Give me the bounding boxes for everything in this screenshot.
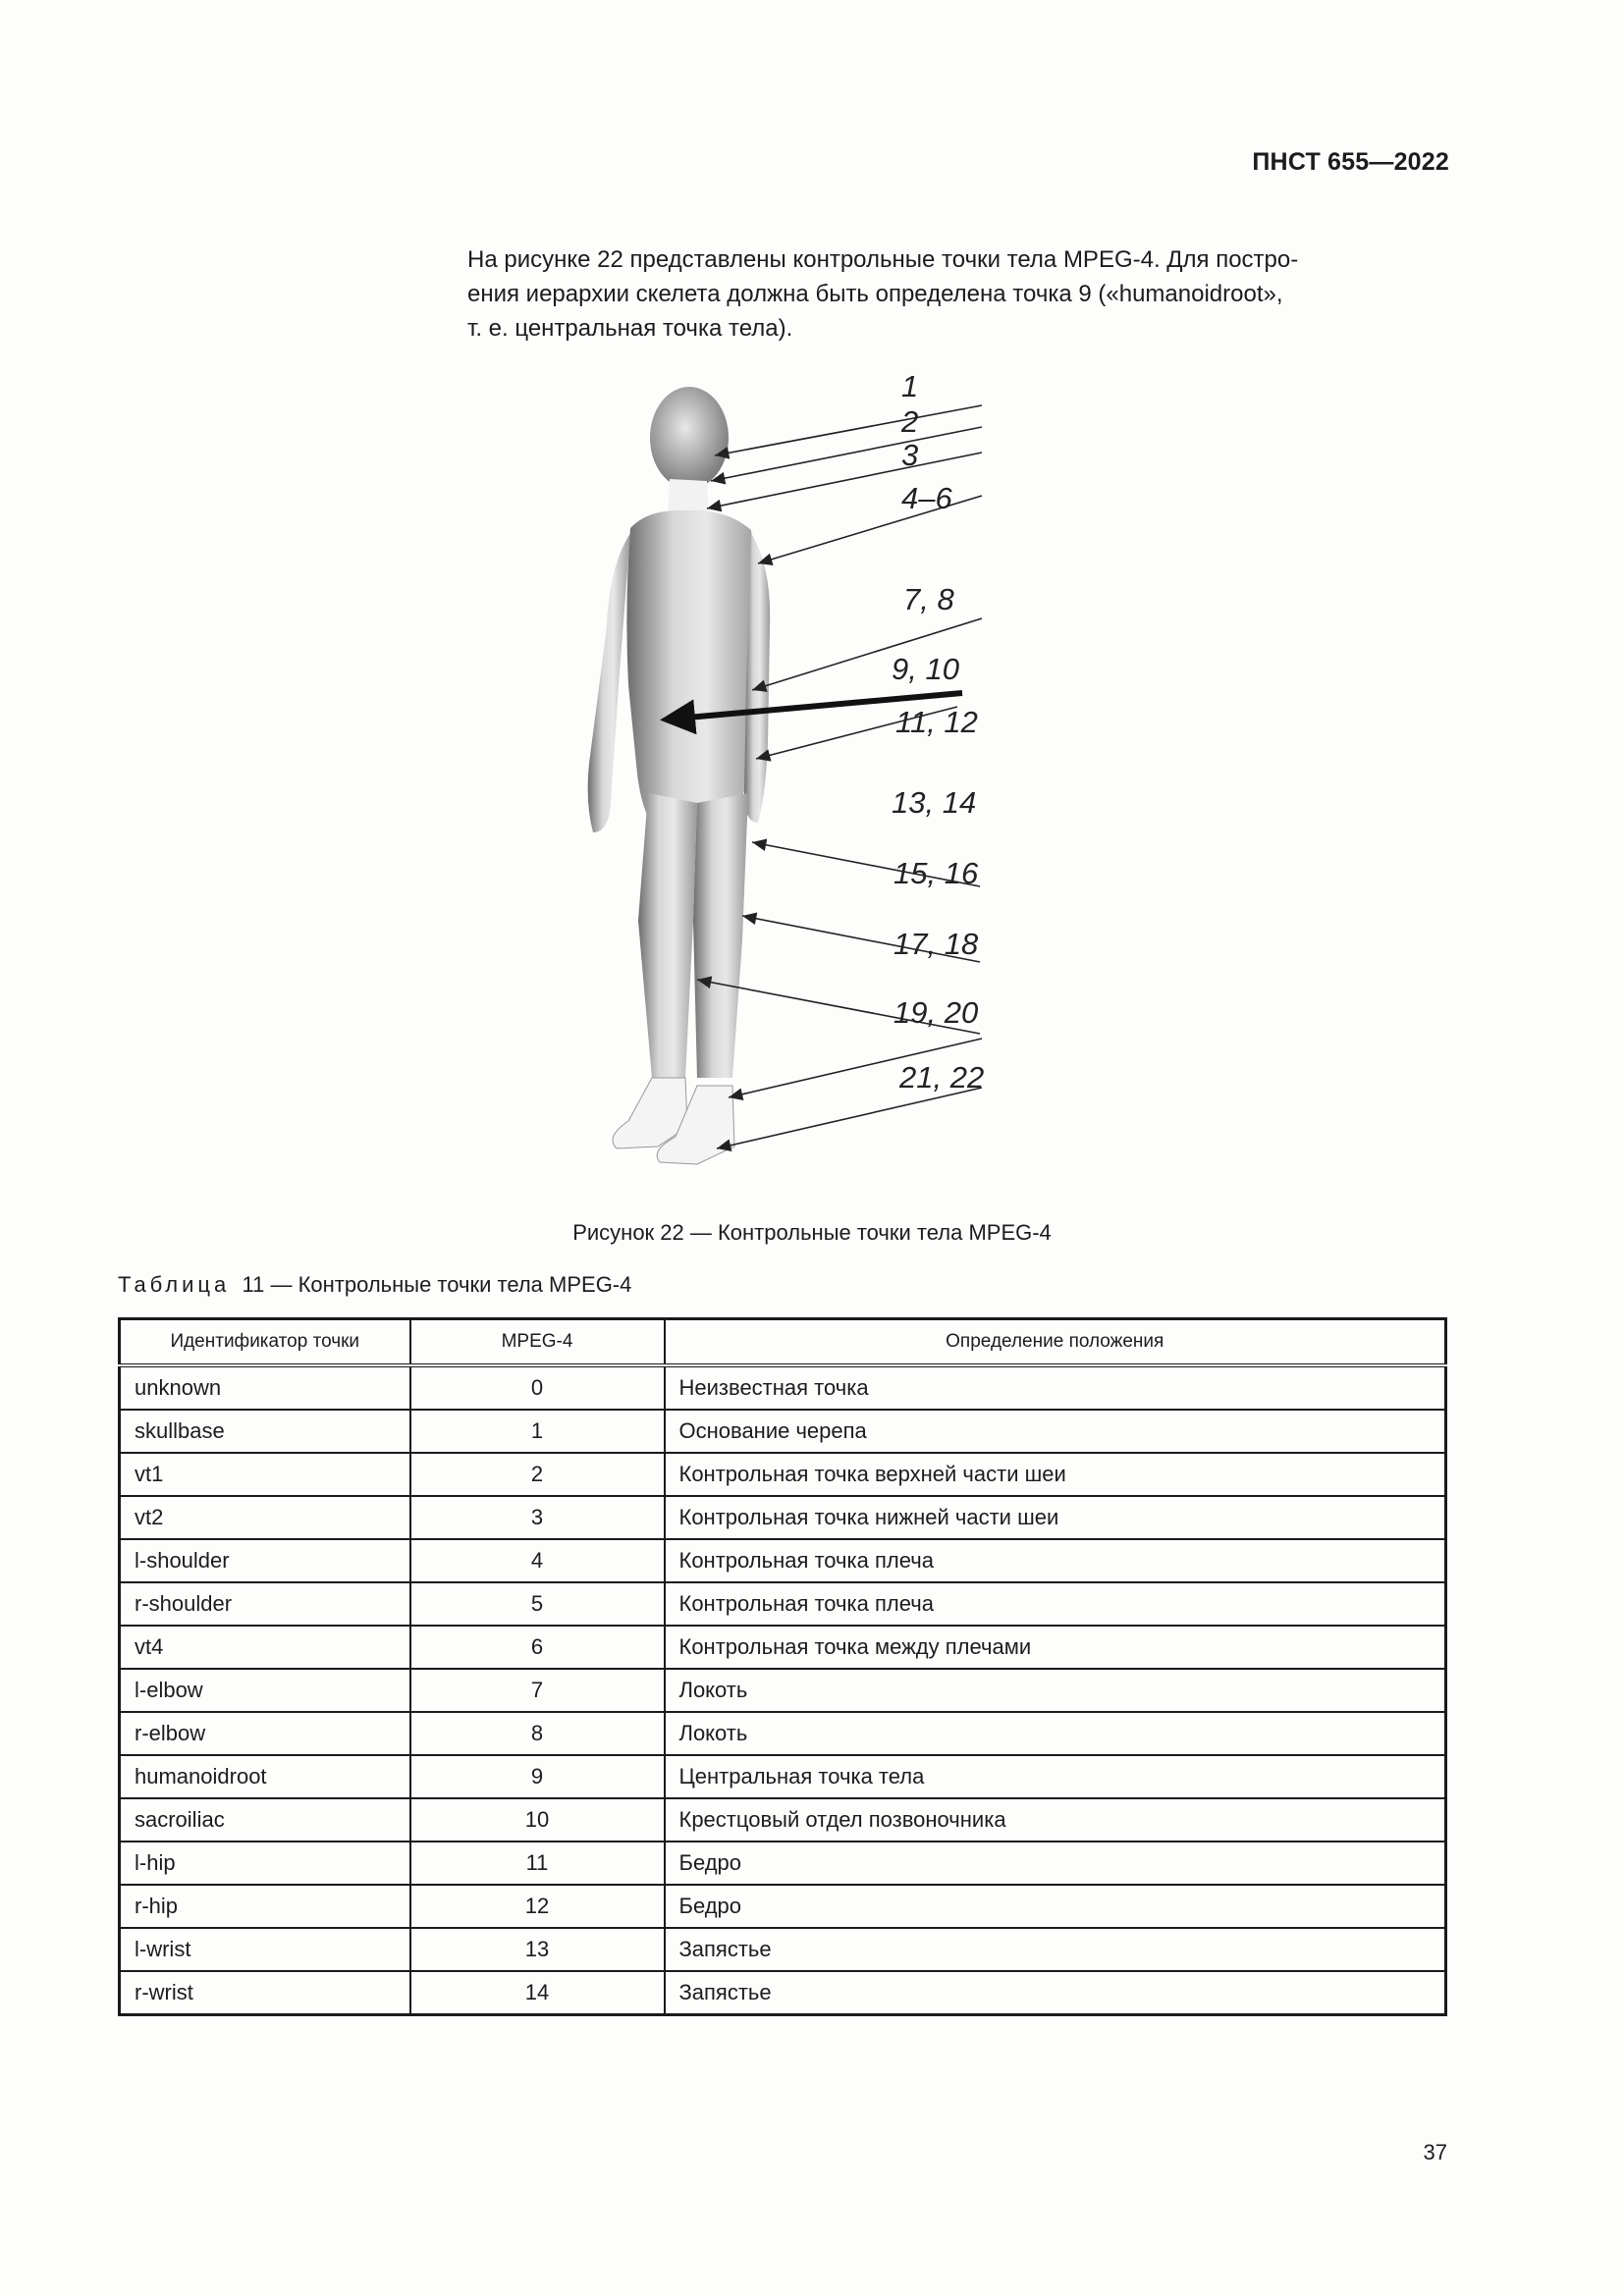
point-id-cell: vt2 — [120, 1496, 410, 1539]
column-header: MPEG-4 — [410, 1319, 665, 1366]
table-row — [120, 1582, 1446, 1626]
intro-line: ения иерархии скелета должна быть определена точка 9 («humanoidroot», — [467, 281, 1283, 307]
page-number: 37 — [1423, 2140, 1447, 2164]
table-title-text: 11 — Контрольные точки тела MPEG-4 — [242, 1272, 632, 1297]
mpeg4-cell: 12 — [410, 1885, 665, 1928]
mpeg4-cell: 4 — [410, 1539, 665, 1582]
definition-cell: Неизвестная точка — [665, 1365, 1446, 1410]
definition-cell: Контрольная точка между плечами — [665, 1626, 1446, 1669]
mpeg4-cell: 1 — [410, 1410, 665, 1453]
table-row — [120, 1712, 1446, 1755]
point-id-cell: unknown — [120, 1365, 410, 1410]
figure-label: 1 — [901, 369, 919, 403]
body-figure — [550, 371, 1011, 1196]
table-row — [120, 1626, 1446, 1669]
figure-caption: Рисунок 22 — Контрольные точки тела MPEG-4 — [572, 1220, 1052, 1245]
mpeg4-cell: 11 — [410, 1842, 665, 1885]
table-row — [120, 1798, 1446, 1842]
table-row — [120, 1755, 1446, 1798]
definition-cell: Запястье — [665, 1971, 1446, 2015]
intro-line: На рисунке 22 представлены контрольные точки тела MPEG-4. Для постро- — [467, 246, 1299, 273]
table-header-row — [120, 1319, 1446, 1366]
table-title — [118, 1272, 631, 1298]
definition-cell: Бедро — [665, 1842, 1446, 1885]
table-row — [120, 1539, 1446, 1582]
figure-label: 2 — [901, 404, 919, 439]
column-header: Идентификатор точки — [120, 1319, 410, 1366]
point-id-cell: l-wrist — [120, 1928, 410, 1971]
table-row — [120, 1842, 1446, 1885]
mpeg4-cell: 3 — [410, 1496, 665, 1539]
point-id-cell: sacroiliac — [120, 1798, 410, 1842]
mpeg4-cell: 13 — [410, 1928, 665, 1971]
point-id-cell: r-shoulder — [120, 1582, 410, 1626]
point-id-cell: r-hip — [120, 1885, 410, 1928]
mpeg4-cell: 14 — [410, 1971, 665, 2015]
body-shape — [588, 387, 771, 1164]
definition-cell: Основание черепа — [665, 1410, 1446, 1453]
figure-label: 3 — [901, 438, 919, 472]
figure-label: 4–6 — [901, 481, 952, 515]
point-id-cell: skullbase — [120, 1410, 410, 1453]
table-row — [120, 1496, 1446, 1539]
mpeg4-cell: 0 — [410, 1365, 665, 1410]
definition-cell: Крестцовый отдел позвоночника — [665, 1798, 1446, 1842]
table-row — [120, 1885, 1446, 1928]
table-body — [120, 1365, 1446, 2015]
point-id-cell: vt1 — [120, 1453, 410, 1496]
column-header: Определение положения — [665, 1319, 1446, 1366]
definition-cell: Локоть — [665, 1669, 1446, 1712]
figure-label: 21, 22 — [899, 1060, 985, 1095]
point-id-cell: l-shoulder — [120, 1539, 410, 1582]
table-row — [120, 1453, 1446, 1496]
table-row — [120, 1365, 1446, 1410]
point-id-cell: l-elbow — [120, 1669, 410, 1712]
figure-label: 11, 12 — [895, 705, 978, 739]
definition-cell: Контрольная точка плеча — [665, 1582, 1446, 1626]
mpeg4-cell: 9 — [410, 1755, 665, 1798]
mpeg4-cell: 6 — [410, 1626, 665, 1669]
figure-label: 9, 10 — [892, 652, 959, 686]
point-id-cell: r-elbow — [120, 1712, 410, 1755]
mpeg4-cell: 5 — [410, 1582, 665, 1626]
figure-label: 7, 8 — [903, 582, 954, 616]
mpeg4-cell: 7 — [410, 1669, 665, 1712]
definition-cell: Центральная точка тела — [665, 1755, 1446, 1798]
definition-cell: Бедро — [665, 1885, 1446, 1928]
definition-cell: Контрольная точка верхней части шеи — [665, 1453, 1446, 1496]
table-row — [120, 1410, 1446, 1453]
intro-paragraph — [467, 242, 1449, 346]
table-row — [120, 1928, 1446, 1971]
definition-cell: Локоть — [665, 1712, 1446, 1755]
point-id-cell: l-hip — [120, 1842, 410, 1885]
figure-label: 15, 16 — [893, 856, 979, 890]
definition-cell: Контрольная точка плеча — [665, 1539, 1446, 1582]
table-row — [120, 1971, 1446, 2015]
figure-label: 13, 14 — [892, 785, 977, 820]
point-id-cell: r-wrist — [120, 1971, 410, 2015]
point-id-cell: vt4 — [120, 1626, 410, 1669]
definition-cell: Запястье — [665, 1928, 1446, 1971]
mpeg4-cell: 8 — [410, 1712, 665, 1755]
intro-line: т. е. центральная точка тела). — [467, 315, 793, 342]
point-id-cell: humanoidroot — [120, 1755, 410, 1798]
control-points-table — [118, 1317, 1447, 2016]
table-title-prefix: Таблица — [118, 1272, 231, 1297]
figure-label: 19, 20 — [893, 995, 979, 1030]
definition-cell: Контрольная точка нижней части шеи — [665, 1496, 1446, 1539]
mpeg4-cell: 2 — [410, 1453, 665, 1496]
figure-label: 17, 18 — [893, 927, 979, 961]
mpeg4-cell: 10 — [410, 1798, 665, 1842]
page-header: ПНСТ 655—2022 — [1252, 148, 1449, 176]
table-row — [120, 1669, 1446, 1712]
